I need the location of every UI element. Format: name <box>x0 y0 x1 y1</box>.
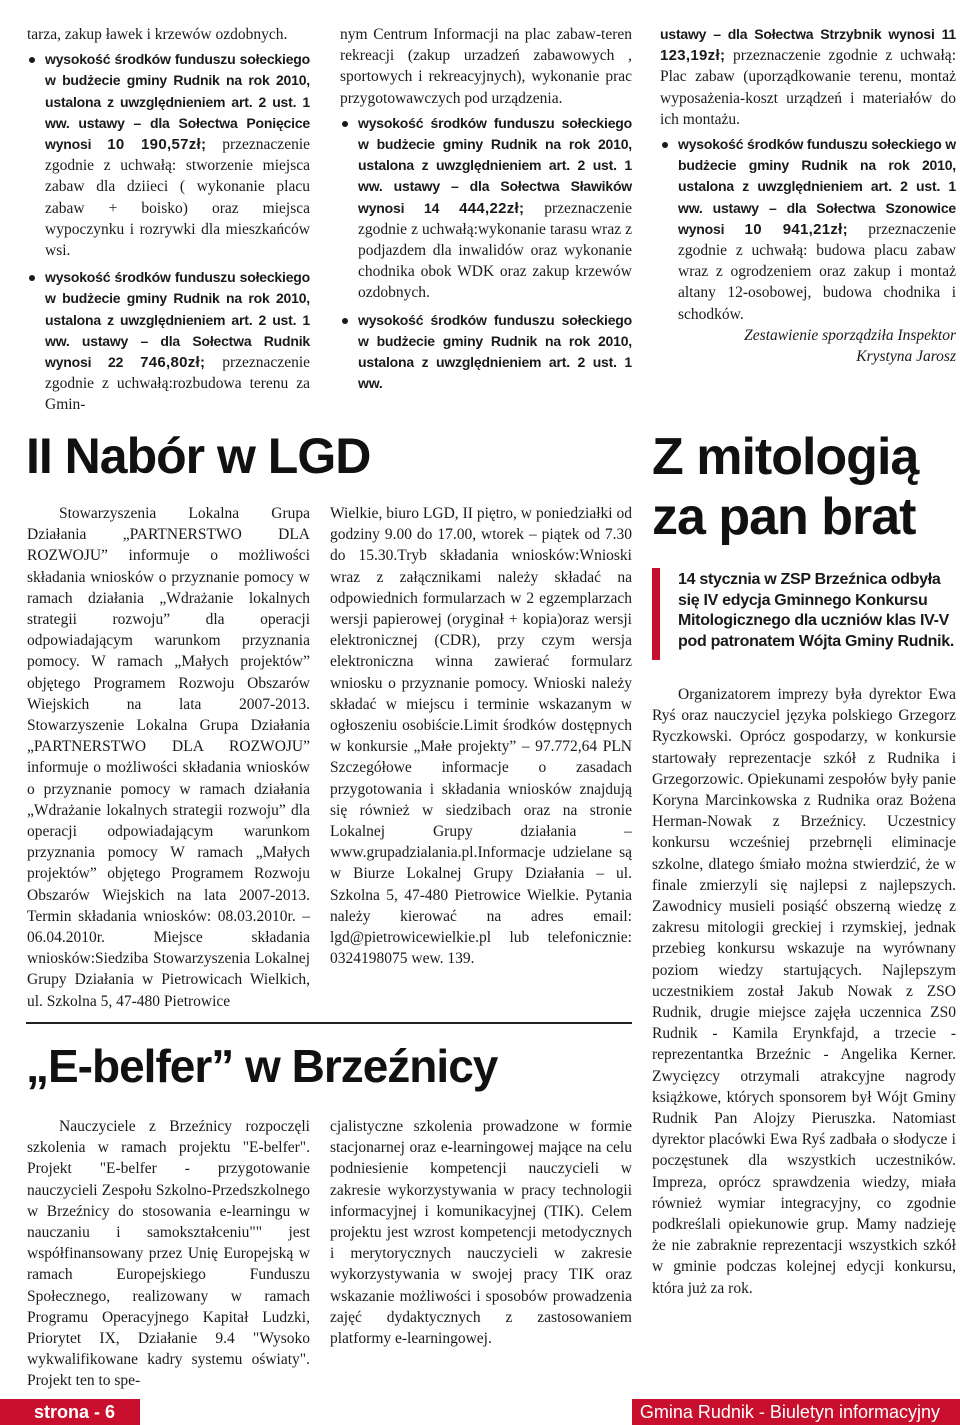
ebelfer-column-1: Nauczyciele z Brzeźnicy rozpoczęli szkolenia w ramach projektu "E-belfer". Projekt "E-belfer - przygotowanie nauczycieli Zespołu Szkolno-Przedszkolnego w Brzeźnicy do stosowania e-learningu w nauczaniu i samokształceniu"" jest współfinansowany przez Unię Europejską w ramach Europejskiego Funduszu Społecznego, realizowany w ramach Programu Operacyjnego Kapitał Ludzki, Priorytet IX, Działanie 9.4 "Wysoko wykwalifikowane kadry systemu oświaty". Projekt ten to spe- <box>27 1118 310 1390</box>
bold-text: wysokość środków funduszu sołeckiego w budżecie gminy Rudnik na rok 2010, ustalona z uwzględnieniem art. 2 ust. 1 ww. ustawy – dla Sołectwa Szonowice wynosi <box>678 136 956 237</box>
lgd-title: II Nabór w LGD <box>26 428 371 484</box>
paragraph: tarza, zakup ławek i krzewów ozdobnych. <box>27 26 288 43</box>
paragraph <box>660 24 956 130</box>
amount: 10 941,21zł; <box>744 220 848 238</box>
signature-line-2: Krystyna Jarosz <box>856 348 956 366</box>
top-column-2 <box>340 24 632 394</box>
ebelfer-column-2: cjalistyczne szkolenia prowadzone w formie stacjonarnej oraz e-learningowej mające na celu podniesienie kompetencji nauczycieli w zakresie wykorzystywania w pracy technologii informacyjnej i komunikacyjnej (TIK). Celem projektu jest wzrost kompetencji metodycznych i merytorycznych nauczycieli w zakresie wykorzystywania w swojej pracy TIK oraz wskazanie możliwości i sposobów prowadzenia zajęć dydaktycznych z zastosowaniem platformy e-learningowej. <box>330 1118 632 1348</box>
signature-line-1: Zestawienie sporządziła Inspektor <box>744 326 956 344</box>
mito-title-line-1: Z mitologią <box>652 428 919 486</box>
paragraph-text: przeznaczenie zgodnie z uchwałą: Plac zabaw (uporządkowanie terenu, montaż wyposażenia-koszt urządzeń i materiałów do ich montażu. <box>660 47 956 128</box>
publication-name: Gmina Rudnik - Biuletyn informacyjny <box>632 1399 960 1425</box>
bold-text: ustawy – dla Sołectwa Strzybnik wynosi 11 <box>660 26 956 42</box>
paragraph: przeznaczenie zgodnie z uchwałą:rozbudowa terenu za Gmin- <box>45 354 311 414</box>
list-item <box>660 134 956 325</box>
amount: 444,22zł; <box>459 199 525 217</box>
amount: 123,19zł; <box>660 47 726 65</box>
lgd-column-2: Wielkie, biuro LGD, II piętro, w poniedziałki od godziny 9.00 do 17.00, wtorek – piątek od 7.30 do 15.30.Tryb składania wniosków:Wnioski wraz z załącznikami należy składać na odpowiednich formularzach w 2 egzemplarzach wersji papierowej (oryginał + kopia)oraz wersji elektronicznej (CDR), przy czym wersja elektroniczna winna zawierać formularz wniosku o przyznanie pomocy. Wnioski należy składać w miejscu i terminie wskazanym w ogłoszeniu osobiście.Limit środków dostępnych w konkursie „Małe projekty” – 97.772,64 PLN Szczegółowe informacje o zasadach przygotowania i składania wniosków znajdują się również w siedzibach oraz na stronie Lokalnej Grupy działania – www.grupadzialania.pl.Informacje udzielane są w Biurze Lokalnej Grupy Działania – ul. Szkolna 5, 47-480 Pietrowice Wielkie. Pytania należy kierować na adres email: lgd@pietrowicewielkie.pl lub telefonicznie: 0324198075 wew. 139. <box>330 505 632 968</box>
bold-text: wysokość środków funduszu sołeckiego w budżecie gminy Rudnik na rok 2010, ustalona z uwzględnieniem art. 2 ust. 1 ww. ustawy – dla Sołectwa Sławików wynosi 14 <box>358 114 632 216</box>
mito-title-line-2: za pan brat <box>652 488 916 546</box>
paragraph: przeznaczenie zgodnie z uchwałą: stworzenie miejsca zabaw dla dziieci ( wykonanie placu zabaw + boisko) oraz miejsca wypoczynku i rozrywki dla mieszkańców wsi. <box>45 136 311 260</box>
mito-body: Organizatorem imprezy była dyrektor Ewa Ryś oraz nauczyciel języka polskiego Grzegorz Ryczkowski. Oprócz gospodarzy, w konkursie startowały reprezentacje szkół z Rudnika i Grzegorzowic. Opiekunami zespołów były panie Koryna Marcinkowska z Rudnika oraz Bożena Herman-Nowak z Brzeźnicy. Uczestnicy konkursu wcześniej przebrnęli eliminacje szkolne, dlatego śmiało można stwierdzić, że w finale zmierzyli się najlepsi z najlepszych. Zawodnicy musieli posiąść obszerną wiedzę z zakresu mitologii greckiej i rzymskiej, jednak przebieg konkursu wskazuje na wyrównany poziom wiedzy startujących. Najlepszym uczestnikiem został Jakub Nowak z ZSO Rudnik, drugie miejsce zajęła uczennica ZS0 Rudnik - Kamila Erynkfajd, a trzecie - reprezentantka Brzeźnic - Angelika Kerner. Zwycięzcy otrzymali atrakcyjne nagrody książkowe, których sponsorem był Wójt Gminy Rudnik Pan Alojzy Pieruszka. Natomiast dyrektor placówki Ewa Ryś zadbała o słodycze i poczęstunek dla wszystkich uczestników. Impreza, oprócz sprawdzenia wiedzy, miała również wymiar integracyjny, co zgodnie podkreślali opiekunowie grup. Mamy nadzieję że nie zabraknie reprezentacji wszystkich szkół w gminie podczas kolejnej edycji konkursu, która już za rok. <box>652 686 956 1297</box>
amount: 10 190,57zł; <box>107 136 207 154</box>
top-column-3 <box>660 24 956 367</box>
list-item <box>340 310 632 395</box>
section-divider <box>26 1022 632 1024</box>
list-item <box>27 49 310 261</box>
lgd-column-1: Stowarzyszenia Lokalna Grupa Działania „PARTNERSTWO DLA ROZWOJU” informuje o możliwości składania wniosków o przyznanie pomocy w ramach działania „Wdrażanie lokalnych strategii rozwoju” dla operacji odpowiadającym warunkom przyznania pomocy. W ramach „Małych projektów” objętego Programem Rozwoju Obszarów Wiejskich na lata 2007-2013. Stowarzyszenie Lokalna Grupa Działania „PARTNERSTWO DLA ROZWOJU” informuje o możliwości składania wniosków o przyznanie pomocy w ramach działania „Wdrażanie lokalnych strategii rozwoju” dla operacji odpowiadającym warunkom przyznania pomocy W ramach „Małych projektów” objętego Programem Rozwoju Obszarów Wiejskich na lata 2007-2013. Termin składania wniosków: 08.03.2010r. – 06.04.2010r. Miejsce składania wniosków:Siedziba Stowarzyszenia Lokalnej Grupy Działania w Pietrowicach Wielkich, ul. Szkolna 5, 47-480 Pietrowice <box>27 505 310 1010</box>
bold-text: wysokość środków funduszu sołeckiego w budżecie gminy Rudnik na rok 2010, ustalona z uwzględnieniem art. 2 ust. 1 ww. <box>358 311 632 392</box>
page-number: strona - 6 <box>0 1399 140 1425</box>
list-item <box>27 267 310 415</box>
list-item <box>340 113 632 304</box>
top-column-1 <box>27 24 310 416</box>
mito-lead: 14 stycznia w ZSP Brzeźnica odbyła się IV edycja Gminnego Konkursu Mitologicznego dla uczniów klas IV-V pod patronatem Wójta Gminy Rudnik. <box>678 571 955 650</box>
ebelfer-title: „E-belfer” w Brzeźnicy <box>26 1040 498 1092</box>
paragraph: nym Centrum Informacji na plac zabaw-teren rekreacji (zakup urzadzeń zabawowych , sportowych i rekreacyjnych), wykonanie prac przygotowawczych pod urządzenia. <box>340 26 632 107</box>
bold-text: wysokość środków funduszu sołeckiego w budżecie gminy Rudnik na rok 2010, ustalona z uwzględnieniem art. 2 ust. 1 ww. ustawy – dla Sołectwa Rudnik wynosi 22 <box>45 269 310 371</box>
bold-text: wysokość środków funduszu sołeckiego w budżecie gminy Rudnik na rok 2010, ustalona z uwzględnieniem art. 2 ust. 1 ww. ustawy – dla Sołectwa Ponięcice wynosi <box>45 51 310 153</box>
paragraph: przeznaczenie zgodnie z uchwałą:wykonanie tarasu wraz z podjazdem dla inwalidów oraz wykonanie chodnika obok WDK oraz zakup krzewów ozdobnych. <box>358 199 633 302</box>
amount: 746,80zł; <box>140 354 206 372</box>
lead-accent-bar <box>652 568 660 660</box>
paragraph: przeznaczenie zgodnie z uchwałą: budowa placu zabaw wraz z ogrodzeniem oraz zakup i montaż altany 12-osobowej, budowa chodnika i schodków. <box>678 220 956 323</box>
